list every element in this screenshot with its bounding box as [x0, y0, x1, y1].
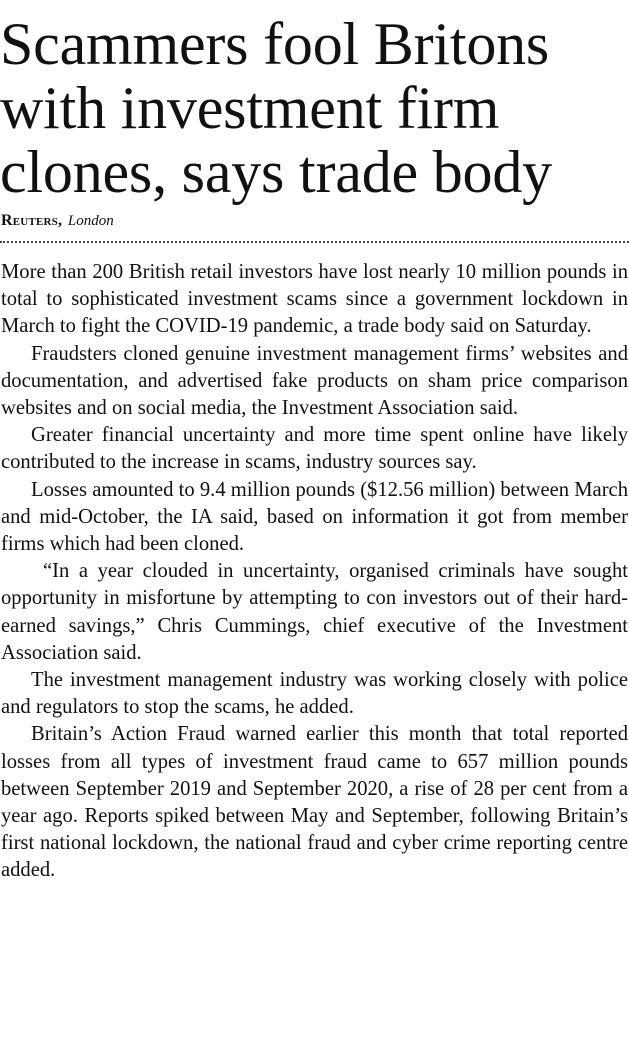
byline [1, 211, 114, 231]
body-paragraph: Losses amounted to 9.4 million pounds ($12.56 million) between March and mid-October, the IA said, based on information it got from member firms which had been cloned. [1, 478, 628, 556]
body-paragraph: “In a year clouded in uncertainty, organised criminals have sought opportunity in misfortune by attempting to con investors out of their hard-earned savings,” Chris Cummings, chief executive of the Investment Association said. [1, 560, 628, 664]
headline-line: clones, says trade body [0, 139, 552, 205]
body-paragraph: The investment management industry was working closely with police and regulators to stop the scams, he added. [1, 669, 628, 719]
headline-line: with investment firm [0, 75, 500, 141]
headline-line: Scammers fool Britons [0, 11, 550, 77]
byline-agency: Reuters, [1, 212, 63, 229]
body-paragraph: More than 200 British retail investors have lost nearly 10 million pounds in total to sophisticated investment scams since a government lockdown in March to fight the COVID-19 pandemic, a trade body said on Saturday. [1, 261, 628, 338]
article-body [1, 259, 628, 885]
body-paragraph: Britain’s Action Fraud warned earlier this month that total reported losses from all types of investment fraud came to 657 million pounds between September 2019 and September 2020, a rise of 28 per cent from a year ago. Reports spiked between May and September, following Britain’s first national lockdown, the national fraud and cyber crime reporting centre added. [1, 723, 628, 882]
headline [0, 0, 629, 204]
body-paragraph: Greater financial uncertainty and more time spent online have likely contributed to the increase in scams, industry sources say. [1, 424, 628, 474]
dotted-divider [0, 241, 629, 243]
body-paragraph: Fraudsters cloned genuine investment management firms’ websites and documentation, and advertised fake products on sham price comparison websites and on social media, the Investment Association said. [1, 342, 628, 420]
byline-location: London [67, 213, 114, 229]
